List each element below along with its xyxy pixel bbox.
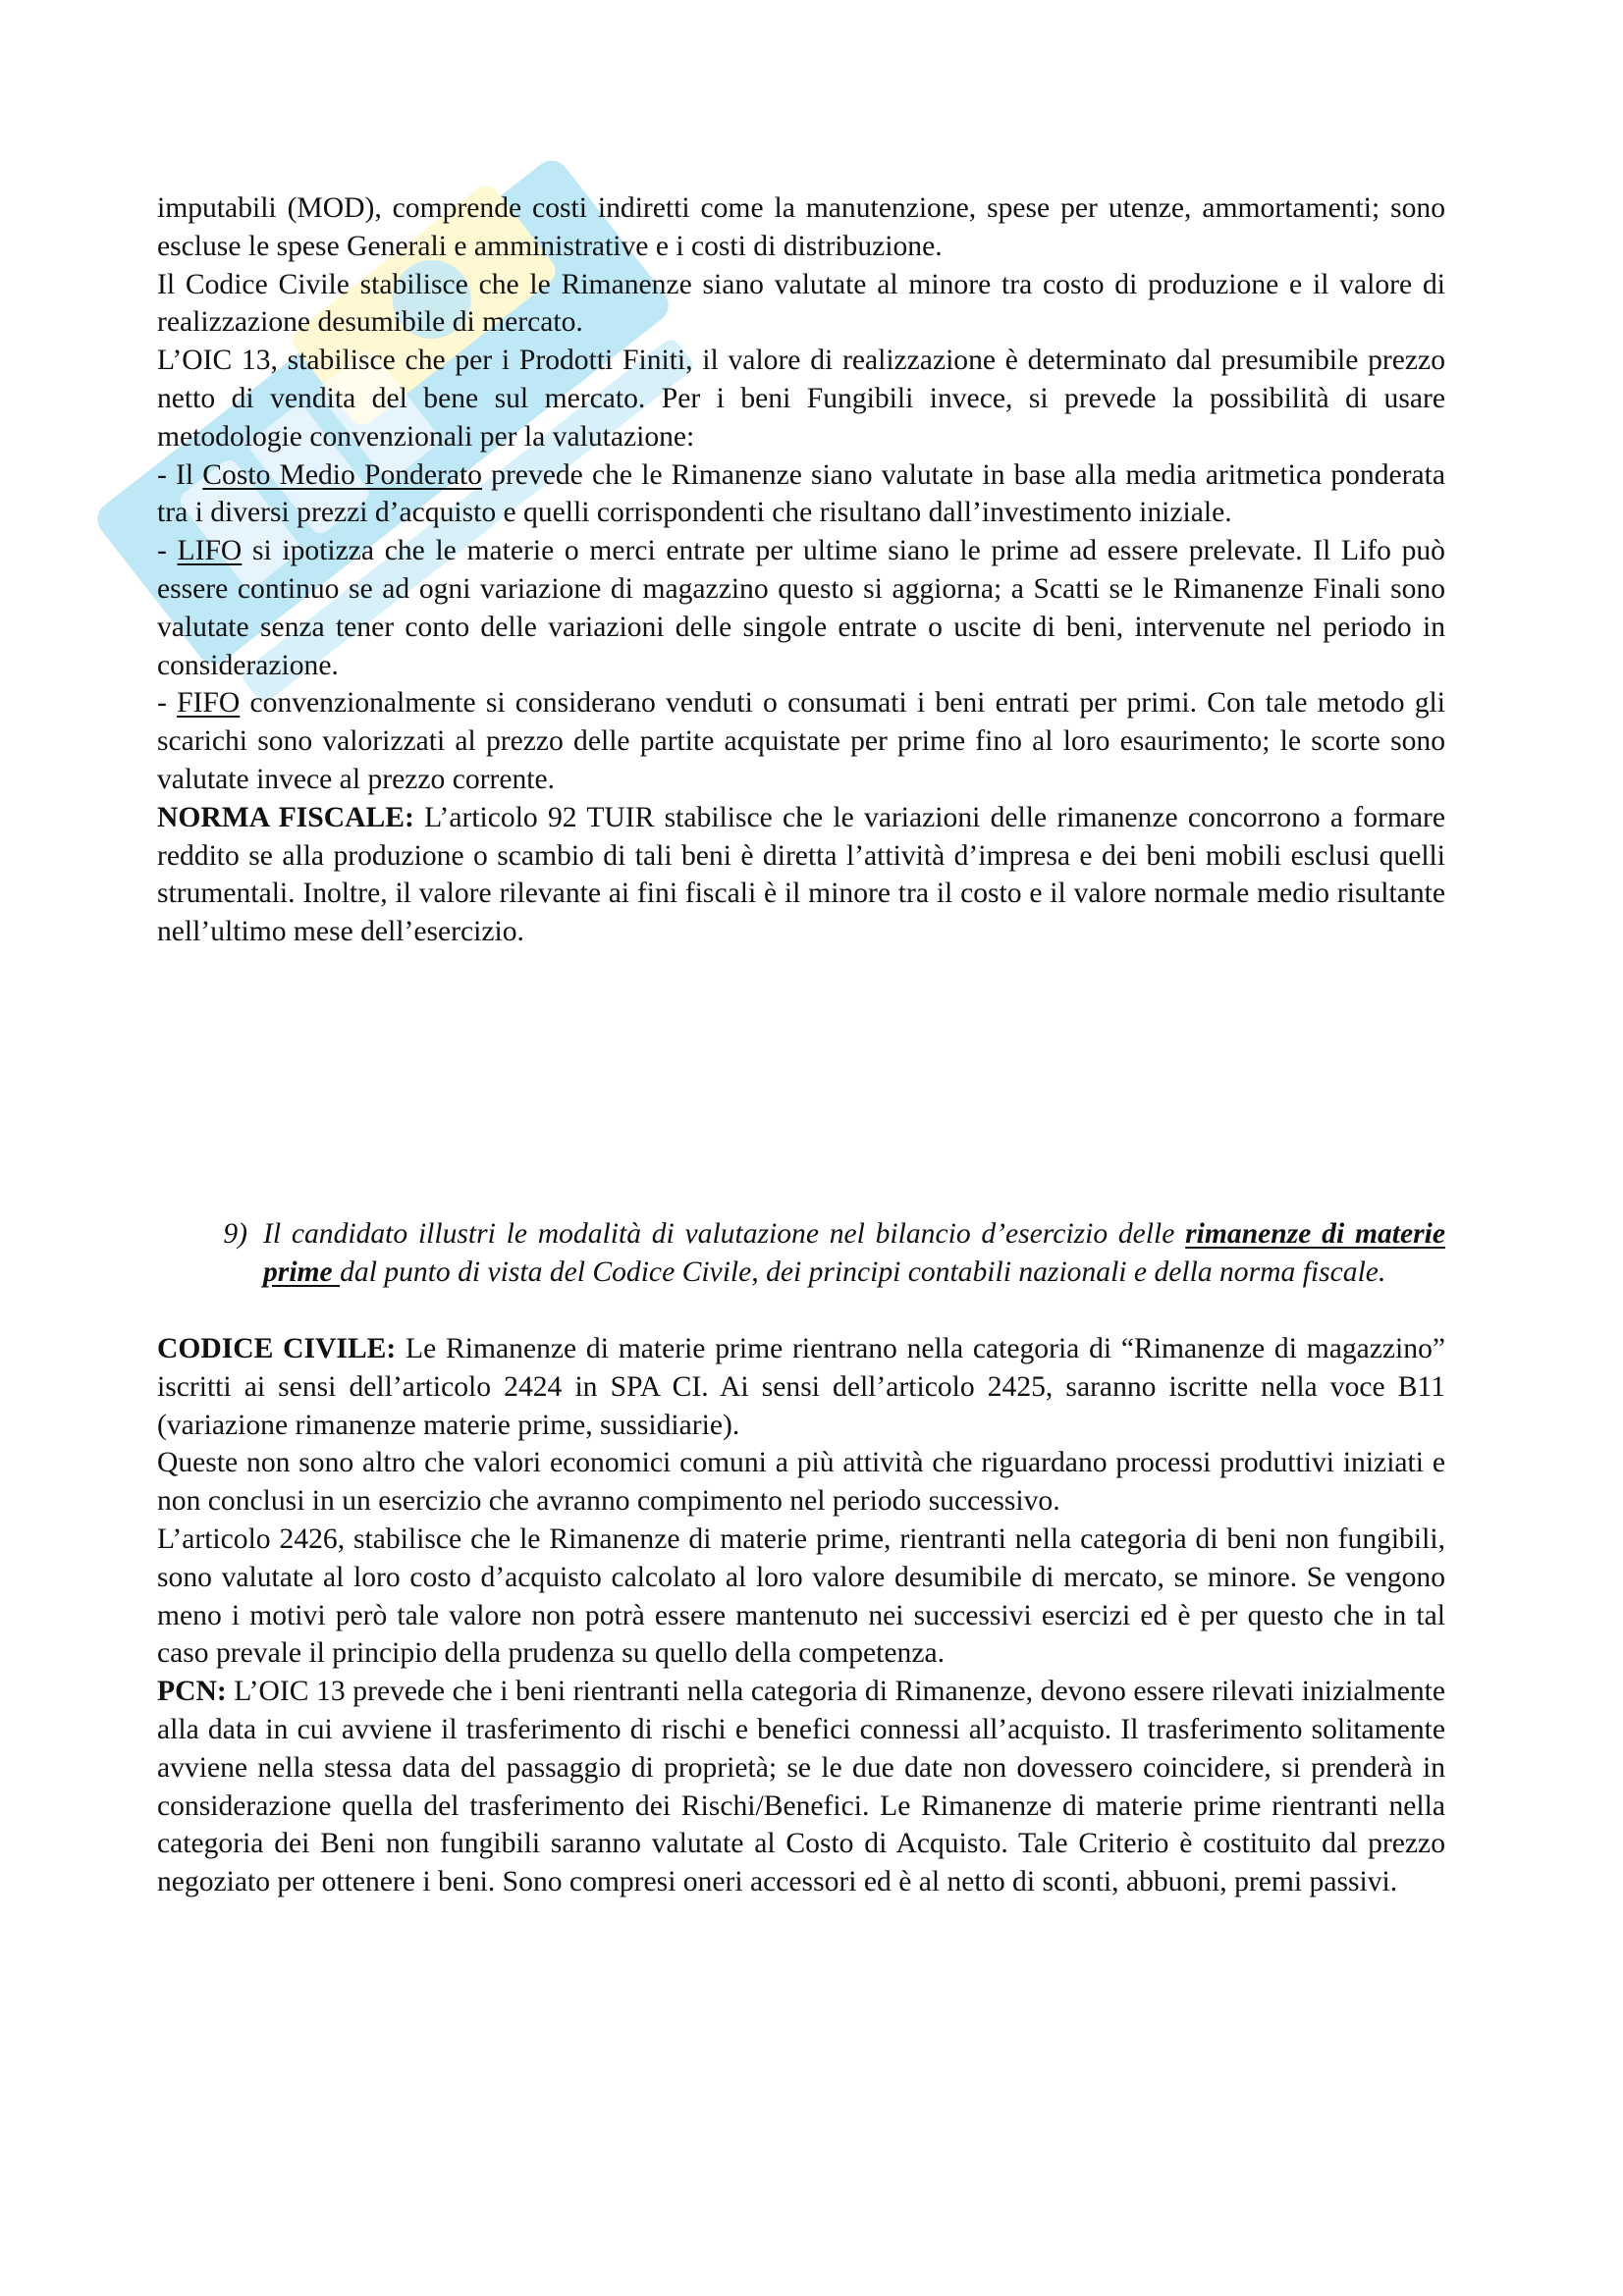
paragraph-valori-economici: Queste non sono altro che valori economici comuni a più attività che riguardano processi produttivi iniziati e non conclusi in un esercizio che avranno compimento nel periodo successivo. [157, 1447, 1445, 1518]
term-fifo: FIFO [177, 687, 241, 720]
paragraph-codice-civile-2 [157, 1330, 1445, 1444]
question-text-before: Il candidato illustri le modalità di valutazione nel bilancio d’esercizio delle [263, 1218, 1186, 1250]
bullet-prefix: - [157, 535, 178, 567]
section-rimanenze-materie-prime [157, 1330, 1445, 1901]
paragraph-fifo [157, 684, 1445, 798]
paragraph-mod: imputabili (MOD), comprende costi indiretti come la manutenzione, spese per utenze, ammortamenti; sono escluse le spese Generali e amministrative e i costi di distribuzione. [157, 192, 1445, 262]
paragraph-codice-civile: Il Codice Civile stabilisce che le Rimanenze siano valutate al minore tra costo di produzione e il valore di realizzazione desumibile di mercato. [157, 268, 1445, 339]
label-norma-fiscale: NORMA FISCALE: [157, 801, 414, 833]
paragraph-norma-fiscale [157, 799, 1445, 951]
term-costo-medio-ponderato: Costo Medio Ponderato [202, 458, 482, 491]
question-number: 9) [223, 1218, 247, 1250]
bullet-prefix: - Il [157, 458, 203, 491]
paragraph-lifo [157, 532, 1445, 684]
label-codice-civile: CODICE CIVILE: [157, 1333, 397, 1364]
paragraph-pcn [157, 1673, 1445, 1901]
paragraph-oic13: L’OIC 13, stabilisce che per i Prodotti Finiti, il valore di realizzazione è determinato dal presumibile prezzo netto di vendita del bene sul mercato. Per i beni Fungibili invece, si prevede la possibilità di usare metodologie convenzionali per la valutazione: [157, 345, 1445, 453]
question-9 [157, 1215, 1445, 1292]
text-norma-fiscale: L’articolo 92 TUIR stabilisce che le variazioni delle rimanenze concorrono a formare reddito se alla produzione o scambio di tali beni è diretta l’attività d’impresa e dei beni mobili esclusi quelli strumentali. Inoltre, il valore rilevante ai fini fiscali è il minore tra il costo e il valore normale medio risultante nell’ultimo mese dell’esercizio. [157, 801, 1445, 948]
paragraph-articolo-2426: L’articolo 2426, stabilisce che le Rimanenze di materie prime, rientranti nella categoria di beni non fungibili, sono valutate al loro costo d’acquisto calcolato al loro valore desumibile di mercato, se minore. Se vengono meno i motivi però tale valore non potrà essere mantenuto nei successivi esercizi ed è per questo che in tal caso prevale il principio della prudenza su quello della competenza. [157, 1522, 1445, 1670]
text-lifo: si ipotizza che le materie o merci entrate per ultime siano le prime ad essere prelevate. Il Lifo può essere continuo se ad ogni variazione di magazzino questo si aggiorna; a Scatti se le Rimanenze Finali sono valutate senza tener conto delle variazioni delle singole entrate o uscite di beni, intervenute nel periodo in considerazione. [157, 535, 1445, 681]
bullet-prefix: - [157, 687, 178, 720]
text-fifo: convenzionalmente si considerano venduti o consumati i beni entrati per primi. Con tale metodo gli scarichi sono valorizzati al prezzo delle partite acquistate per prime fino al loro esaurimento; le scorte sono valutate invece al prezzo corrente. [157, 687, 1445, 795]
question-text-after: dal punto di vista del Codice Civile, dei principi contabili nazionali e della norma fiscale. [340, 1255, 1386, 1288]
question-text [263, 1215, 1445, 1292]
term-lifo: LIFO [177, 535, 243, 567]
label-pcn: PCN: [157, 1676, 227, 1708]
text-codice-civile: Le Rimanenze di materie prime rientrano nella categoria di “Rimanenze di magazzino” iscritti ai sensi dell’articolo 2424 in SPA CI. Ai sensi dell’articolo 2425, saranno iscritte nella voce B11 (variazione rimanenze materie prime, sussidiarie). [157, 1333, 1445, 1441]
text-costo-medio-ponderato: prevede che le Rimanenze siano valutate in base alla media aritmetica ponderata tra i diversi prezzi d’acquisto e quelli corrispondenti che risultano dall’investimento iniziale. [157, 458, 1446, 529]
text-pcn: L’OIC 13 prevede che i beni rientranti nella categoria di Rimanenze, devono essere rilevati inizialmente alla data in cui avviene il trasferimento di rischi e benefici connessi all’acquisto. Il trasferimento solitamente avviene nella stessa data del passaggio di proprietà; se le due date non dovessero coincidere, si prenderà in considerazione quella del trasferimento dei Rischi/Benefici. Le Rimanenze di materie prime rientranti nella categoria dei Beni non fungibili saranno valutate al Costo di Acquisto. Tale Criterio è costituito dal prezzo negoziato per ottenere i beni. Sono compresi oneri accessori ed è al netto di sconti, abbuoni, premi passivi. [157, 1676, 1445, 1898]
section-valutazione-prodotti [157, 189, 1445, 951]
paragraph-costo-medio-ponderato [157, 456, 1445, 533]
question-keyword: rimanenze di materie prime [263, 1218, 1445, 1288]
